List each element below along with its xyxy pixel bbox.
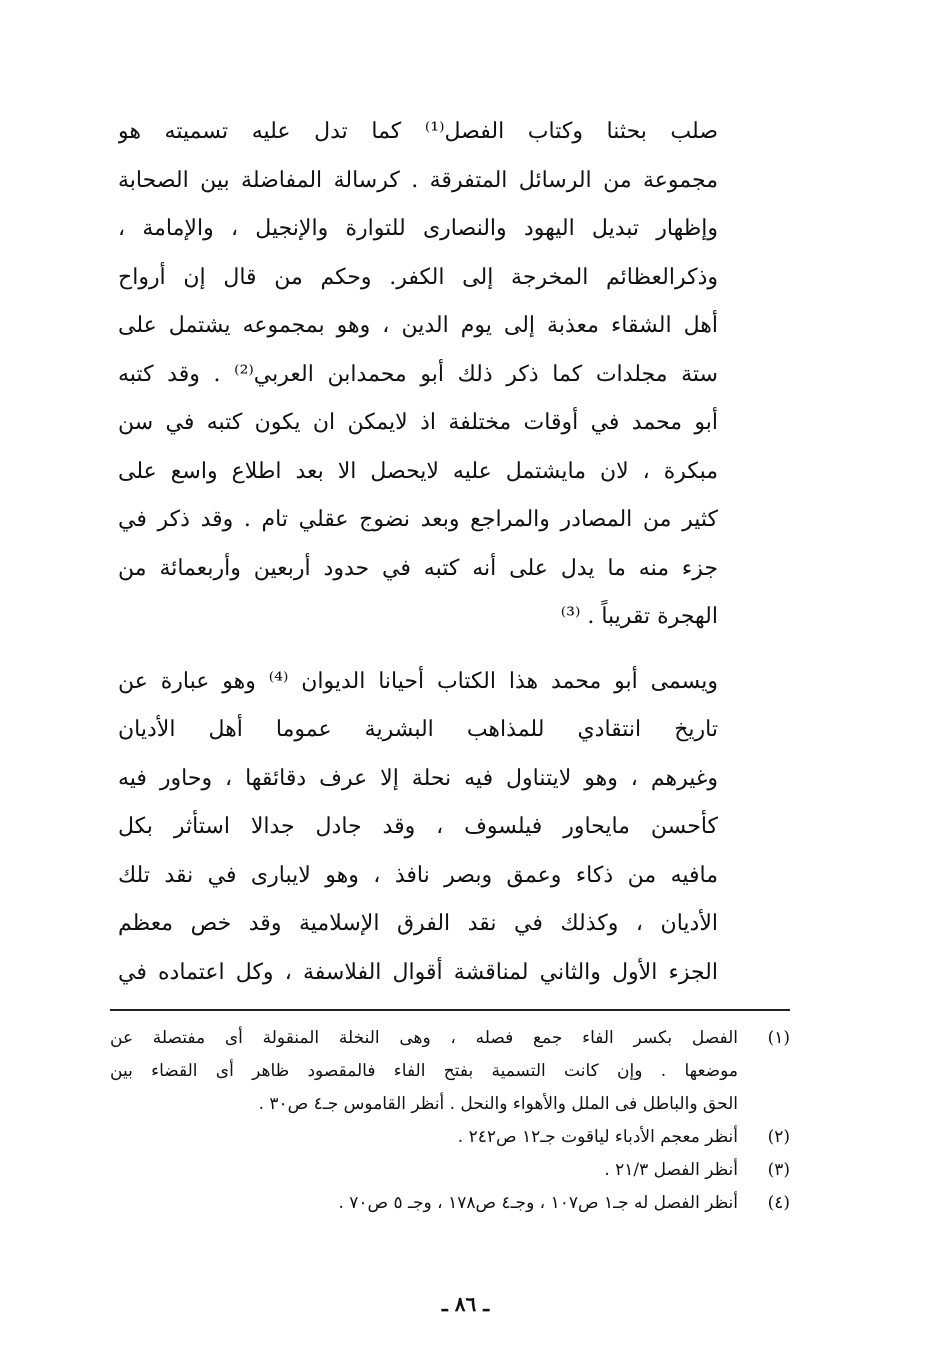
text-line: الجزء الأول والثاني لمناقشة أقوال الفلاسفة ، وكل اعتماده في (118, 959, 718, 985)
text-line: وغيرهم ، وهو لايتناول فيه نحلة إلا عرف دقائقها ، وحاور فيه (118, 765, 718, 791)
text-line: كأحسن مايحاور فيلسوف ، وقد جادل جدالا استأثر بكل (118, 814, 718, 839)
footnote-2 (110, 1121, 790, 1154)
footnote-line: أنظر معجم الأدباء لياقوت جـ١٢ ص٢٤٢ . (457, 1127, 738, 1147)
text-line: جزء منه ما يدل على أنه كتبه في حدود أربعين وأربعمائة من (118, 555, 718, 581)
text-line: مجموعة من الرسائل المتفرقة . كرسالة المفاضلة بين الصحابة (118, 167, 718, 193)
text-line: الهجرة تقريباً . ⁽³⁾ (560, 604, 718, 629)
footnote-line: أنظر الفصل ٢١/٣ . (604, 1160, 738, 1180)
footnote-separator (110, 1009, 790, 1011)
text-line: ستة مجلدات كما ذكر ذلك أبو محمدابن العربي⁽²⁾ . وقد كتبه (118, 361, 718, 387)
text-line: ويسمى أبو محمد هذا الكتاب أحيانا الديوان ⁽⁴⁾ وهو عبارة عن (118, 668, 718, 694)
main-text (118, 108, 718, 997)
paragraph-2 (118, 658, 718, 998)
footnote-1 (110, 1022, 790, 1121)
footnote-text (110, 1121, 738, 1154)
text-line: وذكرالعظائم المخرجة إلى الكفر. وحكم من قال إن أرواح (118, 264, 718, 290)
text-line: أهل الشقاء معذبة إلى يوم الدين ، وهو بمجموعه يشتمل على (118, 313, 718, 338)
footnote-line: موضعها . وإن كانت التسمية بفتح الفاء فالمقصود ظاهر أى القضاء بين (110, 1061, 738, 1081)
footnote-4 (110, 1187, 790, 1220)
paragraph-1 (118, 108, 718, 642)
text-line: مافيه من ذكاء وعمق وبصر نافذ ، وهو لايبارى في نقد تلك (118, 862, 718, 888)
footnotes (110, 1022, 790, 1220)
page-number: ـ ٨٦ ـ (441, 1292, 490, 1316)
paragraph-spacer (118, 642, 718, 658)
footnote-number: (٤) (767, 1193, 790, 1213)
text-line: الأديان ، وكذلك في نقد الفرق الإسلامية وقد خص معظم (118, 911, 718, 936)
footnote-text (110, 1187, 738, 1220)
footnote-line: الحق والباطل فى الملل والأهواء والنحل . أنظر القاموس جـ٤ ص٣٠ . (258, 1094, 738, 1114)
text-line: كثير من المصادر والمراجع وبعد نضوج عقلي تام . وقد ذكر في (118, 507, 718, 532)
footnote-3 (110, 1154, 790, 1187)
footnote-text (110, 1154, 738, 1187)
footnote-line: الفصل بكسر الفاء جمع فصله ، وهى النخلة المنقولة أى مفتصلة عن (110, 1028, 738, 1048)
text-line: صلب بحثنا وكتاب الفصل⁽¹⁾ كما تدل عليه تسميته هو (118, 119, 718, 144)
footnote-number: (٣) (767, 1160, 790, 1180)
text-line: تاريخ انتقادي للمذاهب البشرية عموما أهل الأديان (118, 717, 718, 742)
footnote-number: (١) (767, 1028, 790, 1048)
footnote-line: أنظر الفصل له جـ١ ص١٠٧ ، وجـ٤ ص١٧٨ ، وجـ ٥ ص٧٠ . (338, 1193, 738, 1213)
text-line: مبكرة ، لان مايشتمل عليه لايحصل الا بعد اطلاع واسع على (118, 458, 718, 484)
text-line: أبو محمد في أوقات مختلفة اذ لايمكن ان يكون كتبه في سن (118, 410, 718, 435)
footnote-text (110, 1022, 738, 1121)
text-line: وإظهار تبديل اليهود والنصارى للتوارة والإنجيل ، والإمامة ، (118, 216, 718, 241)
footnote-number: (٢) (767, 1127, 790, 1147)
